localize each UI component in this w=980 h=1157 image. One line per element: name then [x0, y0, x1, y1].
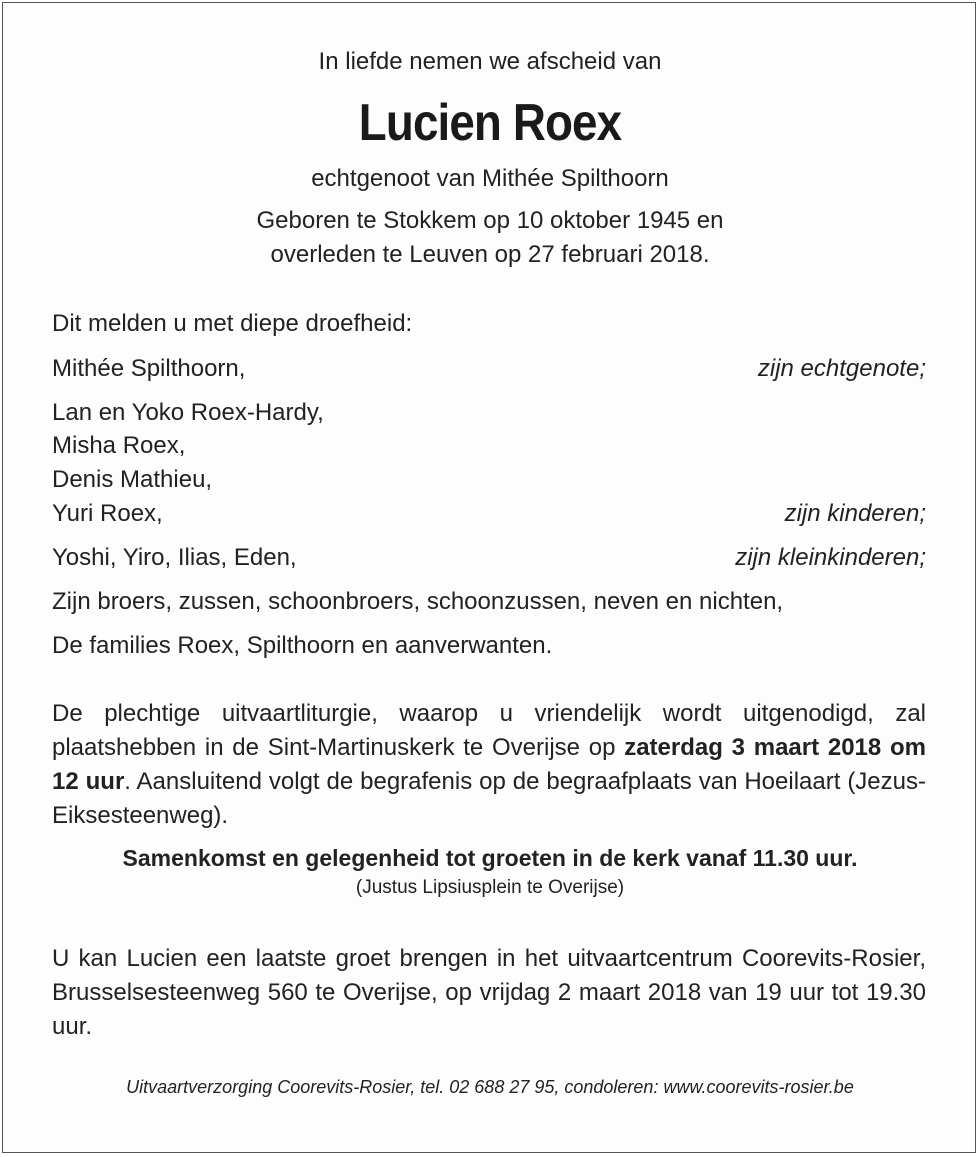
- birth-death-info: [0, 204, 980, 272]
- mourner-row-families: De families Roex, Spilthoorn en aanverwanten.: [52, 632, 553, 659]
- funeral-home-footer: Uitvaartverzorging Coorevits-Rosier, tel. 02 688 27 95, condoleren: www.coorevits-rosier.be: [126, 1077, 854, 1097]
- mourner-row-spouse: [52, 352, 926, 386]
- relation-label: zijn kleinkinderen;: [735, 544, 926, 571]
- mourner-row-grandchildren: [52, 541, 926, 575]
- spouse-line: echtgenoot van Mithée Spilthoorn: [311, 165, 669, 192]
- mourner-row-siblings: Zijn broers, zussen, schoonbroers, schoonzussen, neven en nichten,: [52, 588, 784, 615]
- mourner-row-children: [52, 497, 926, 531]
- mourners-intro: Dit melden u met diepe droefheid:: [52, 310, 413, 337]
- mourner-child: Yuri Roex,: [52, 500, 163, 527]
- funeral-paragraph: De plechtige uitvaartliturgie, waarop u vriendelijk wordt uitgenodigd, zal plaatshebben in de Sint-Martinuskerk te Overijse op zaterdag 3 maart 2018 om 12 uur. Aansluitend volgt de begrafenis op de begraafplaats van Hoeilaart (Jezus-Eiksesteenweg).: [52, 700, 926, 829]
- intro-line: In liefde nemen we afscheid van: [318, 48, 662, 75]
- mourner-name: Mithée Spilthoorn,: [52, 355, 246, 382]
- mourner-name: Yoshi, Yiro, Ilias, Eden,: [52, 544, 297, 571]
- visitation-paragraph: U kan Lucien een laatste groet brengen in het uitvaartcentrum Coorevits-Rosier, Brusselsesteenweg 560 te Overijse, op vrijdag 2 maart 2018 van 19 uur tot 19.30 uur.: [52, 945, 926, 1040]
- mourner-child: Misha Roex,: [52, 432, 186, 459]
- relation-label: zijn echtgenote;: [757, 355, 926, 382]
- mourner-child: Denis Mathieu,: [52, 466, 213, 493]
- gathering-notice: Samenkomst en gelegenheid tot groeten in de kerk vanaf 11.30 uur.: [122, 845, 858, 871]
- mourner-child: Lan en Yoko Roex-Hardy,: [52, 399, 324, 426]
- birth-line: Geboren te Stokkem op 10 oktober 1945 en: [256, 207, 724, 234]
- deceased-name: Lucien Roex: [358, 94, 622, 152]
- church-address: (Justus Lipsiusplein te Overijse): [355, 877, 625, 898]
- death-line: overleden te Leuven op 27 februari 2018.: [270, 241, 710, 268]
- funeral-date: zaterdag 3 maart 2018 om 12 uur: [52, 734, 926, 795]
- relation-label: zijn kinderen;: [784, 500, 926, 527]
